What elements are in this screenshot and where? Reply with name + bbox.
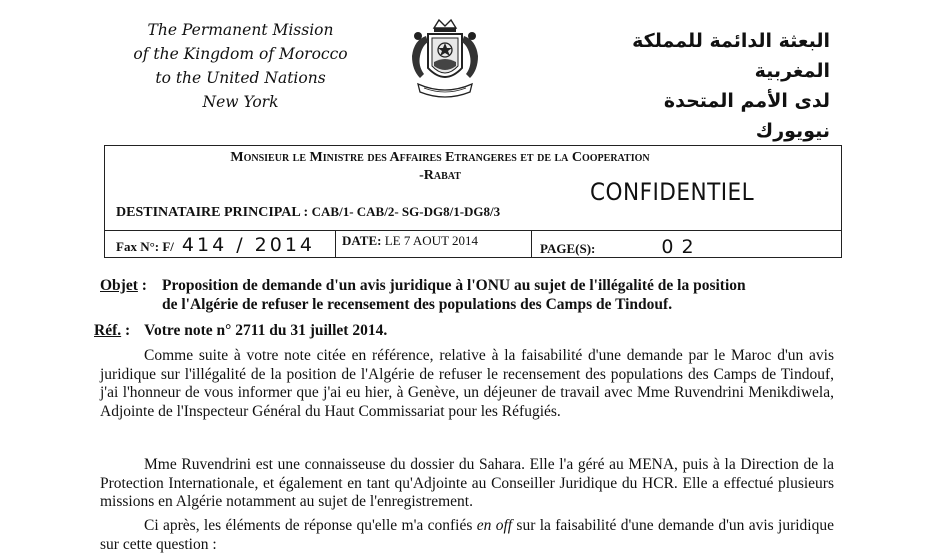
- mission-line: New York: [202, 93, 279, 111]
- mission-name-arabic: [560, 26, 830, 146]
- body-paragraph: Comme suite à votre note citée en référence, relative à la faisabilité d'une demande par le Maroc d'un avis juridique sur l'illégalité de la position de l'Algérie de refuser le recensement des populations des Camps de Tindouf, j'ai l'honneur de vous informer que j'ai eu hier, à Genève, un déjeuner de travail avec Mme Ruvendrini Menikdiwela, Adjointe de l'Inspecteur Général du Haut Commissariat pour les Réfugiés.: [100, 347, 834, 420]
- moroccan-coat-of-arms-emblem: [404, 16, 486, 108]
- pages-label: PAGE(S):: [540, 241, 596, 256]
- recipient-city: -Rabat: [419, 168, 461, 183]
- reference-block: [94, 322, 387, 340]
- reference-text: Votre note n° 2711 du 31 juillet 2014.: [144, 322, 388, 339]
- box-column-separator: [531, 230, 532, 257]
- subject-sep: :: [137, 277, 147, 294]
- fax-number: 414 / 2014: [181, 234, 316, 256]
- box-column-separator: [335, 230, 336, 257]
- recipient-line: Monsieur le Ministre des Affaires Etrangeres et de la Cooperation: [230, 150, 650, 165]
- date-field: [342, 233, 478, 249]
- subject-label: Objet: [100, 277, 138, 294]
- fax-label: Fax N°: F/: [116, 239, 174, 254]
- mission-name-english: [118, 18, 363, 114]
- confidential-stamp: CONFIDENTIEL: [590, 178, 755, 206]
- paragraph-emphasis: en off: [476, 517, 513, 534]
- mission-line: The Permanent Mission: [147, 21, 334, 39]
- paragraph-text: Ci après, les éléments de réponse qu'elle m'a confiés: [144, 517, 477, 534]
- subject-line: de l'Algérie de refuser le recensement des populations des Camps de Tindouf.: [162, 296, 673, 313]
- box-divider: [105, 230, 841, 231]
- pages-field: [540, 236, 702, 258]
- mission-line: to the United Nations: [155, 69, 326, 87]
- date-value: LE 7 AOUT 2014: [384, 233, 479, 248]
- paragraph-text: sur la faisabilité d'une demande d'un avis juridique sur cette question :: [100, 517, 834, 553]
- reference-label: Réf.: [94, 322, 122, 339]
- main-recipient: [116, 204, 500, 221]
- fax-number-field: [116, 234, 315, 256]
- subject-line: Proposition de demande d'un avis juridique à l'ONU au sujet de l'illégalité de la position: [162, 277, 746, 294]
- pages-value: 02: [661, 236, 702, 258]
- body-paragraph: Mme Ruvendrini est une connaisseuse du dossier du Sahara. Elle l'a géré au MENA, puis à la Direction de la Protection Internationale, et également en tant qu'Adjointe au Conseiller Juridique du HCR. Elle a effectué plusieurs missions en Algérie notamment au sujet de l'enregistrement.: [100, 456, 834, 510]
- reference-sep: :: [121, 322, 131, 339]
- mission-line: of the Kingdom of Morocco: [133, 45, 348, 63]
- dest-codes: CAB/1- CAB/2- SG-DG8/1-DG8/3: [311, 204, 501, 219]
- mission-line-ar: البعثة الدائمة للمملكة المغربية: [632, 30, 830, 82]
- dest-label: DESTINATAIRE PRINCIPAL :: [116, 205, 309, 220]
- date-label: DATE:: [342, 233, 382, 248]
- mission-line-ar: نيويورك: [755, 120, 830, 142]
- mission-line-ar: لدى الأمم المتحدة: [663, 90, 830, 112]
- subject-block: [100, 276, 830, 313]
- body-paragraph: [100, 517, 834, 554]
